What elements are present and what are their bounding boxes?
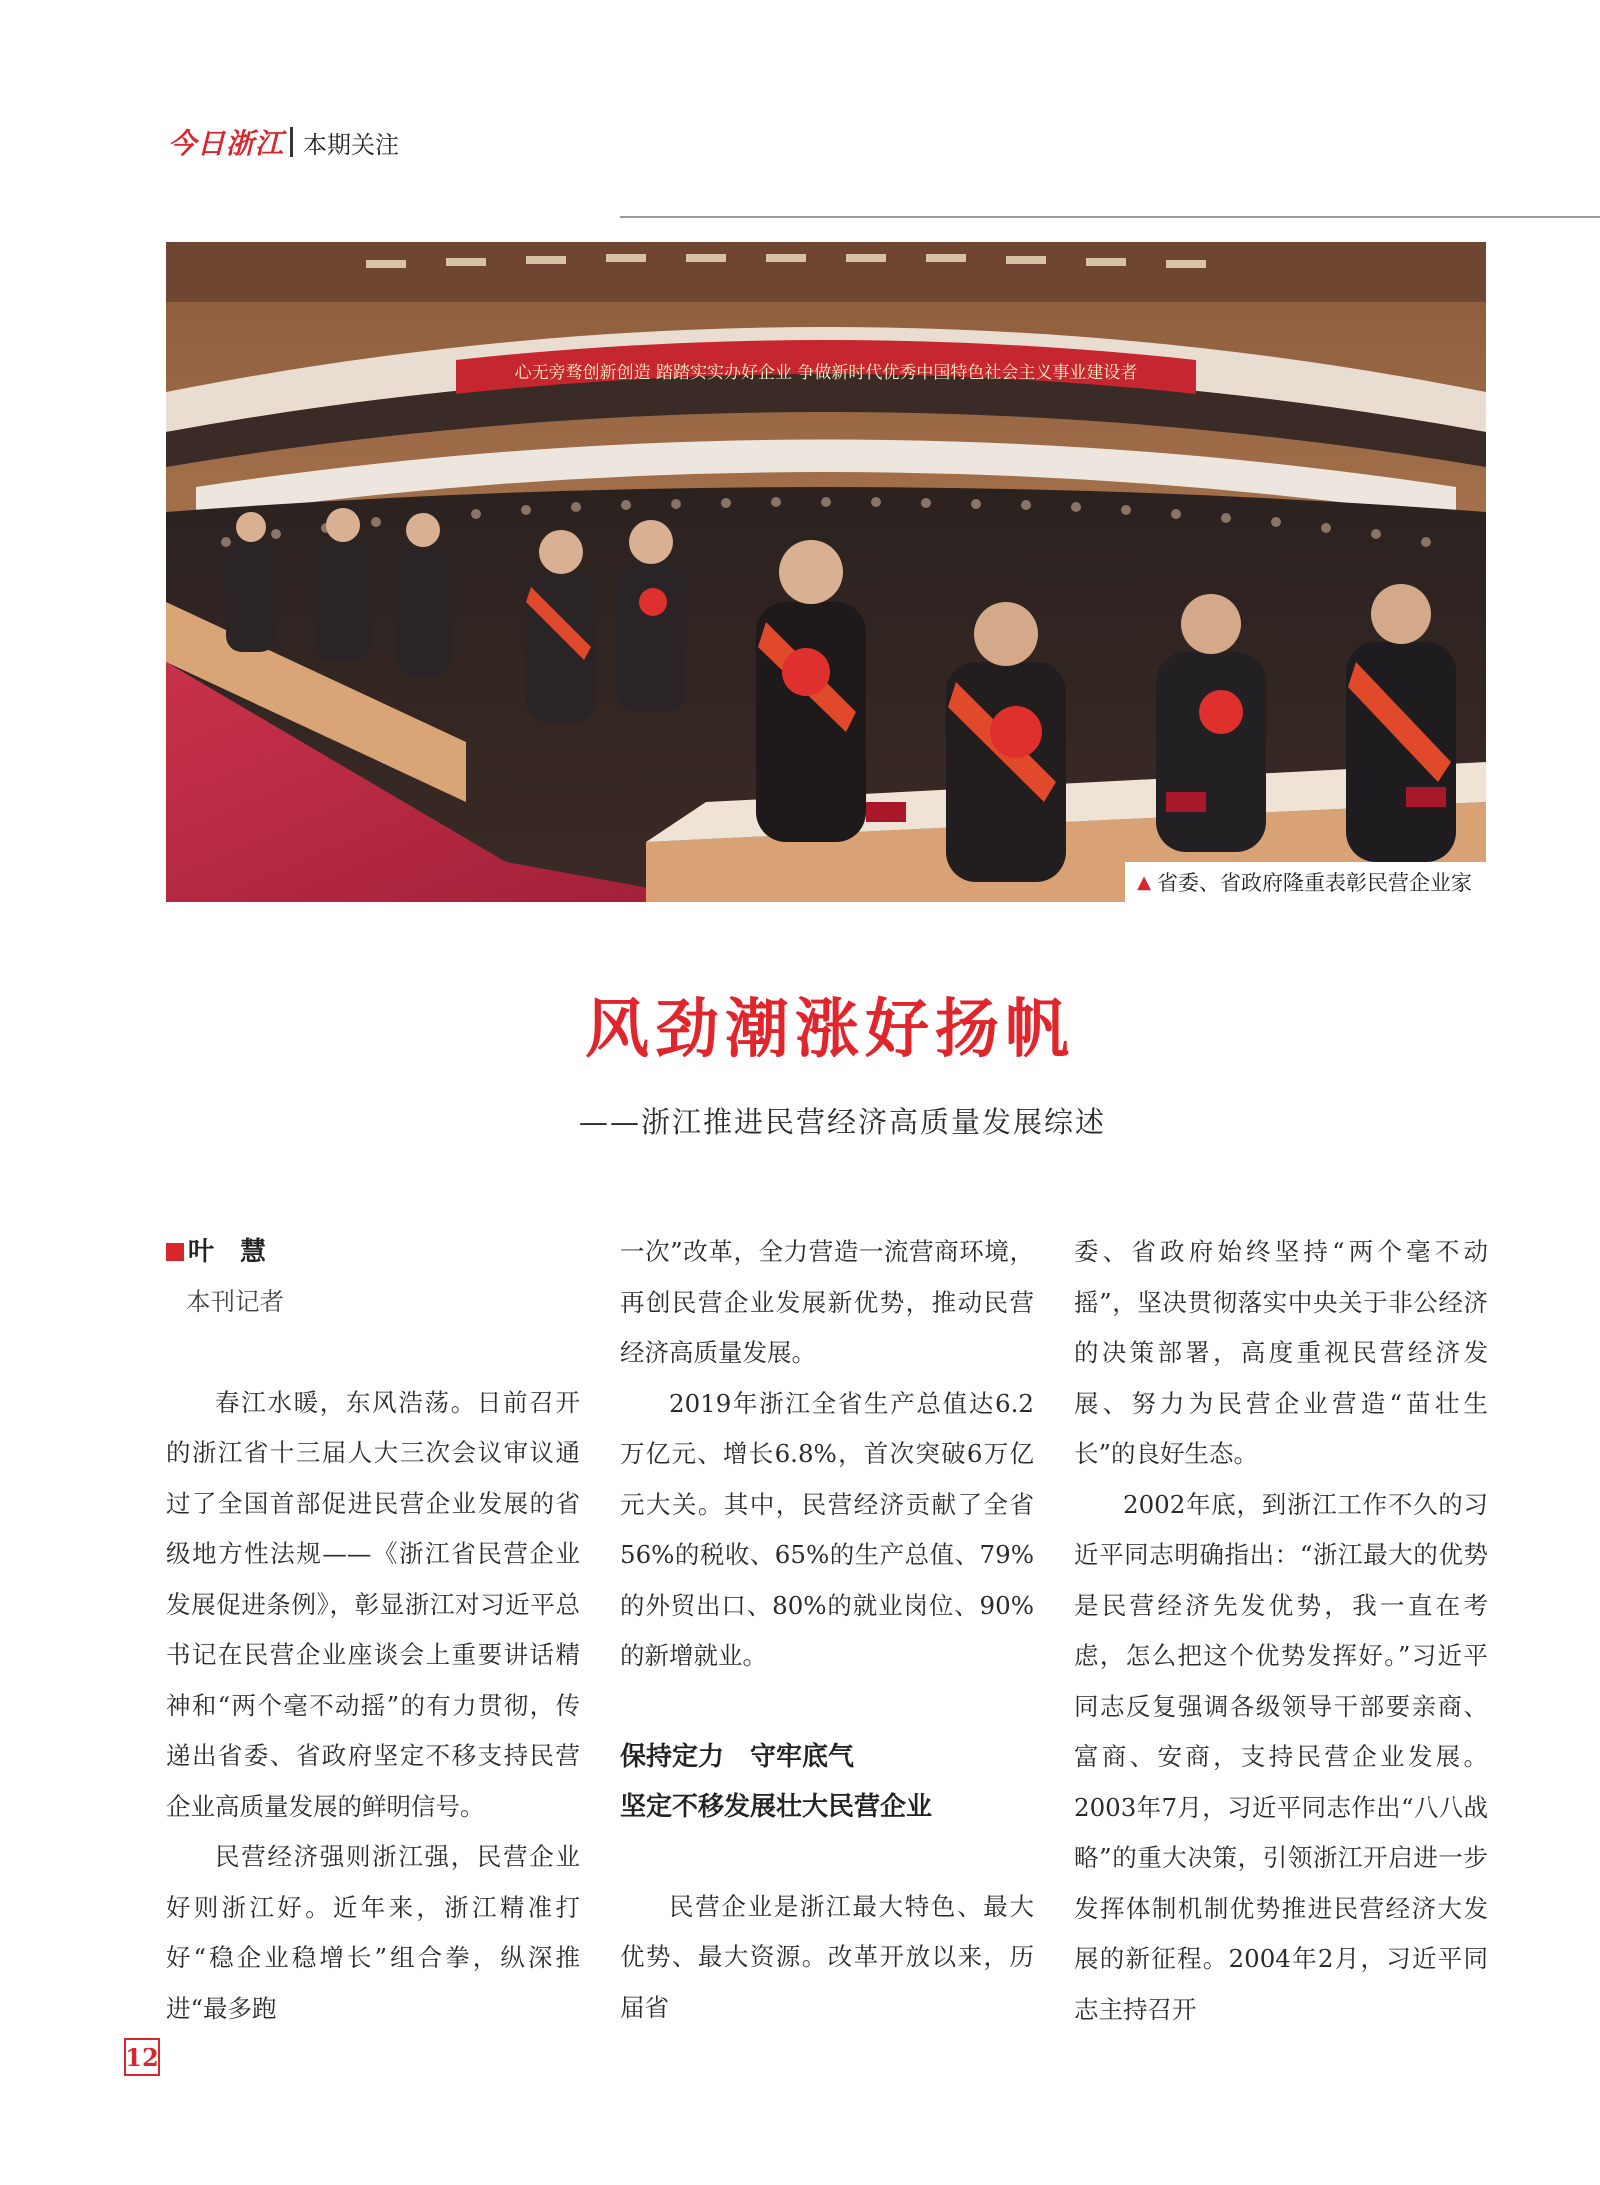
spacer — [620, 1832, 1034, 1882]
text-column-3 — [1074, 1227, 1488, 2035]
spacer — [166, 1328, 580, 1378]
caption-text: 省委、省政府隆重表彰民营企业家 — [1157, 871, 1472, 895]
paragraph: 民营经济强则浙江强，民营企业好则浙江好。近年来，浙江精准打好“稳企业稳增长”组合拳，纵深推进“最多跑 — [166, 1842, 580, 2023]
auditorium-illustration — [166, 242, 1486, 902]
banner-text: 心无旁骛创新创造 踏踏实实办好企业 争做新时代优秀中国特色社会主义事业建设者 — [514, 363, 1138, 383]
page-number: 12 — [124, 2038, 160, 2076]
hero-photo — [166, 242, 1486, 902]
author-marker — [166, 1243, 184, 1261]
article-title: 风劲潮涨好扬帆 — [585, 993, 1075, 1067]
spacer — [620, 1682, 1034, 1732]
paragraph: 一次”改革，全力营造一流营商环境，再创民营企业发展新优势，推动民营经济高质量发展。 — [620, 1237, 1034, 1367]
paragraph: 2002年底，到浙江工作不久的习近平同志明确指出：“浙江最大的优势是民营经济先发优势，我一直在考虑，怎么把这个优势发挥好。”习近平同志反复强调各级领导干部要亲商、富商、安商，支持民营企业发展。2003年7月，习近平同志作出“八八战略”的重大决策，引领浙江开启进一步发挥体制机制优势推进民营经济大发展的新征程。2004年2月，习近平同志主持召开 — [1074, 1489, 1488, 2024]
section-heading: 坚定不移发展壮大民营企业 — [620, 1791, 933, 1822]
caption-marker: ▲ — [1137, 871, 1151, 893]
photo-caption — [1125, 862, 1486, 902]
paragraph: 2019年浙江全省生产总值达6.2万亿元、增长6.8%，首次突破6万亿元大关。其中，民营经济贡献了全省56%的税收、65%的生产总值、79%的外贸出口、80%的就业岗位、90%的新增就业。 — [620, 1388, 1034, 1670]
author-line — [166, 1227, 580, 1277]
author-name: 叶 慧 — [188, 1236, 267, 1267]
text-column-1 — [166, 1227, 580, 2034]
section-heading: 保持定力 守牢底气 — [620, 1741, 855, 1772]
header-divider — [290, 127, 293, 157]
paragraph: 委、省政府始终坚持“两个毫不动摇”，坚决贯彻落实中央关于非公经济的决策部署，高度重视民营经济发展、努力为民营企业营造“苗壮生长”的良好生态。 — [1074, 1237, 1488, 1468]
article-subtitle: ——浙江推进民营经济高质量发展综述 — [578, 1105, 1106, 1139]
section-label: 本期关注 — [303, 130, 400, 159]
page-header — [168, 122, 399, 162]
text-column-2 — [620, 1227, 1034, 2033]
paragraph: 民营企业是浙江最大特色、最大优势、最大资源。改革开放以来，历届省 — [620, 1891, 1034, 2022]
header-rule — [620, 216, 1600, 218]
magazine-logo: 今日浙江 — [168, 127, 285, 160]
paragraph: 春江水暖，东风浩荡。日前召开的浙江省十三届人大三次会议审议通过了全国首部促进民营企业发展的省级地方性法规——《浙江省民营企业发展促进条例》，彰显浙江对习近平总书记在民营企业座谈会上重要讲话精神和“两个毫不动摇”的有力贯彻，传递出省委、省政府坚定不移支持民营企业高质量发展的鲜明信号。 — [166, 1387, 580, 1821]
author-role: 本刊记者 — [186, 1287, 284, 1316]
